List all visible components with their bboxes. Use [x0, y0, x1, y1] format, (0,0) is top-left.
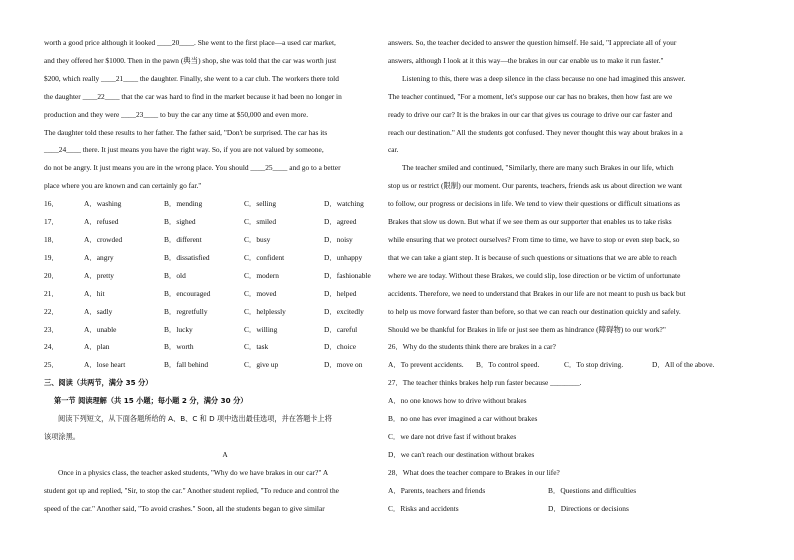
text-line: Brakes that slow us down. But what if we see them as our supporter that enables us to take risks [388, 217, 672, 227]
text-line: The teacher smiled and continued, "Similarly, there are many such Brakes in our life, which [402, 163, 674, 173]
option-c: C．we dare not drive fast if without brakes [388, 431, 517, 441]
option-a: A．Parents, teachers and friends [388, 485, 486, 495]
question-28-options-row2 [388, 500, 750, 518]
text-line: ready to drive our car? It is the brakes in our car that gives us courage to drive our car faster and [388, 109, 673, 119]
instruction-line: 阅读下列短文，从下面各题所给的 A、B、C 和 D 项中选出最佳选项，并在答题卡上将 [58, 414, 332, 424]
text-line: the daughter ____22____ that the car was hard to find in the market because it had been no longer in [44, 91, 342, 101]
option-d: D．helped [324, 288, 357, 298]
text-line: production and they were ____23____ to buy the car any time at $50,000 and even more. [44, 109, 309, 119]
cloze-passage-end [44, 34, 406, 195]
text-line: do not be angry. It just means you are in the wrong place. You should ____25____ and go to a better [44, 163, 341, 173]
option-b: B．sighed [164, 217, 196, 227]
option-row-16 [44, 195, 406, 213]
option-a: A．crowded [84, 234, 123, 244]
text-line: The teacher continued, "For a moment, let's suppose our car has no brakes, then how fast are we [388, 91, 673, 101]
option-b: B．regretfully [164, 306, 208, 316]
question-number: 19． [44, 252, 59, 262]
option-c: C．modern [244, 270, 279, 280]
option-a: A．sadly [84, 306, 113, 316]
option-row-23 [44, 321, 406, 339]
option-c: C．moved [244, 288, 277, 298]
option-row-25 [44, 356, 406, 374]
text-line: accidents. Therefore, we need to understand that Brakes in our life are not meant to push us back but [388, 288, 686, 298]
text-line: ____24____ there. It just means you have the right way. So, if you are not valued by someone, [44, 145, 324, 155]
instruction-line: 该项涂黑。 [44, 431, 80, 441]
option-a: A．unable [84, 324, 117, 334]
option-row-18 [44, 231, 406, 249]
text-line: Should we be thankful for Brakes in life or just see them as hindrance (障碍物) to our work?" [388, 324, 666, 334]
option-d: D．agreed [324, 217, 357, 227]
question-26: 26．Why do the students think there are brakes in a car? [388, 342, 556, 352]
option-d: D．we can't reach our destination without brakes [388, 449, 535, 459]
option-a: A．no one knows how to drive without brakes [388, 396, 527, 406]
text-line: and they offered her $1000. Then in the pawn (典当) shop, she was told that the car was worth just [44, 55, 337, 65]
question-number: 23． [44, 324, 59, 334]
text-line: to help us move forward faster than before, so that we can reach our destination quickly and safely. [388, 306, 681, 316]
option-d: D．choice [324, 342, 357, 352]
text-line: while ensuring that we protect ourselves? From time to time, we have to stop or even step back, so [388, 234, 680, 244]
question-number: 16． [44, 199, 59, 209]
passage-label: A [222, 449, 228, 459]
option-d: D．watching [324, 199, 364, 209]
text-line: speed of the car." Another said, "To avoid crashes." Soon, all the students began to give similar [44, 503, 325, 513]
option-c: C．smiled [244, 217, 277, 227]
option-a: A．hit [84, 288, 105, 298]
option-row-21 [44, 285, 406, 303]
option-b: B．To control speed. [476, 360, 540, 370]
text-line: place where you are known and can certainly go far." [44, 181, 202, 191]
option-row-24 [44, 338, 406, 356]
text-line: Listening to this, there was a deep silence in the class because no one had imagined this answer. [402, 73, 686, 83]
option-b: B．fall behind [164, 360, 209, 370]
question-number: 25． [44, 360, 59, 370]
option-row-20 [44, 267, 406, 285]
cloze-options [44, 195, 406, 374]
text-line: student got up and replied, "Sir, to stop the car." Another student replied, "To reduce and control the [44, 485, 339, 495]
left-column [44, 34, 406, 517]
option-row-22 [44, 303, 406, 321]
option-a: A．washing [84, 199, 122, 209]
text-line: where we are today. Without these Brakes, we could slip, lose direction or be victim of unfortunate [388, 270, 681, 280]
question-number: 17． [44, 217, 59, 227]
option-a: A．To prevent accidents. [388, 360, 464, 370]
text-line: reach our destination." All the students got confused. They never thought this way about brakes in a [388, 127, 683, 137]
option-c: C．task [244, 342, 269, 352]
question-number: 22． [44, 306, 59, 316]
text-line: that we can take a giant step. It is because of such questions or situations that we are able to reach [388, 252, 677, 262]
option-c: C．To stop driving. [564, 360, 624, 370]
option-c: C．selling [244, 199, 277, 209]
text-line: answers. So, the teacher decided to answer the question himself. He said, "I appreciate all of your [388, 38, 677, 47]
question-number: 21． [44, 288, 59, 298]
option-c: C．helplessly [244, 306, 286, 316]
text-line: answers, although I look at it this way—the brakes in our car enable us to make it run faster." [388, 55, 664, 65]
question-number: 24． [44, 342, 59, 352]
subsection-title: 第一节 阅读理解（共 15 小题；每小题 2 分，满分 30 分） [54, 396, 248, 406]
option-c: C．busy [244, 234, 271, 244]
option-b: B．encouraged [164, 288, 211, 298]
option-a: A．plan [84, 342, 110, 352]
option-d: D．excitedly [324, 306, 364, 316]
option-c: C．give up [244, 360, 279, 370]
option-b: B．lucky [164, 324, 193, 334]
option-row-17 [44, 213, 406, 231]
option-c: C．willing [244, 324, 278, 334]
text-line: Once in a physics class, the teacher asked students, "Why do we have brakes in our car?" A [58, 467, 329, 477]
option-a: A．angry [84, 252, 114, 262]
question-28-options-row1 [388, 482, 750, 500]
option-a: A．pretty [84, 270, 114, 280]
question-26-options [388, 356, 750, 374]
option-c: C．Risks and accidents [388, 503, 459, 513]
option-c: C．confident [244, 252, 285, 262]
option-b: B．worth [164, 342, 194, 352]
option-row-19 [44, 249, 406, 267]
option-a: A．lose heart [84, 360, 126, 370]
option-b: B．old [164, 270, 186, 280]
option-b: B．no one has ever imagined a car without brakes [388, 414, 538, 424]
text-line: The daughter told these results to her father. The father said, "Don't be surprised. The car has its [44, 127, 328, 137]
question-number: 18． [44, 234, 59, 244]
option-b: B．dissatisfied [164, 252, 210, 262]
text-line: car. [388, 145, 399, 155]
question-27: 27．The teacher thinks brakes help run faster because ________. [388, 378, 582, 388]
question-number: 20． [44, 270, 59, 280]
option-b: B．Questions and difficulties [548, 485, 637, 495]
option-d: D．fashionable [324, 270, 371, 280]
right-column [388, 34, 750, 517]
text-line: stop us or restrict (限制) our moment. Our parents, teachers, friends ask us about direction we want [388, 181, 683, 191]
option-b: B．different [164, 234, 202, 244]
text-line: worth a good price although it looked ____20____. She went to the first place—a used car market, [44, 38, 336, 47]
option-b: B．mending [164, 199, 203, 209]
option-d: D．move on [324, 360, 363, 370]
option-d: D．careful [324, 324, 358, 334]
section-title: 三、阅读（共两节，满分 35 分） [44, 378, 153, 388]
text-line: to follow, our progress or decisions in life. We tend to view their questions or difficult situations as [388, 199, 680, 209]
option-d: D．unhappy [324, 252, 363, 262]
option-a: A．refused [84, 217, 119, 227]
option-d: D．noisy [324, 234, 353, 244]
option-d: D．All of the above. [652, 360, 715, 370]
text-line: $200, which really ____21____ the daughter. Finally, she went to a car club. The workers there told [44, 73, 339, 83]
option-d: D．Directions or decisions [548, 503, 629, 513]
question-28: 28．What does the teacher compare to Brakes in our life? [388, 467, 560, 477]
